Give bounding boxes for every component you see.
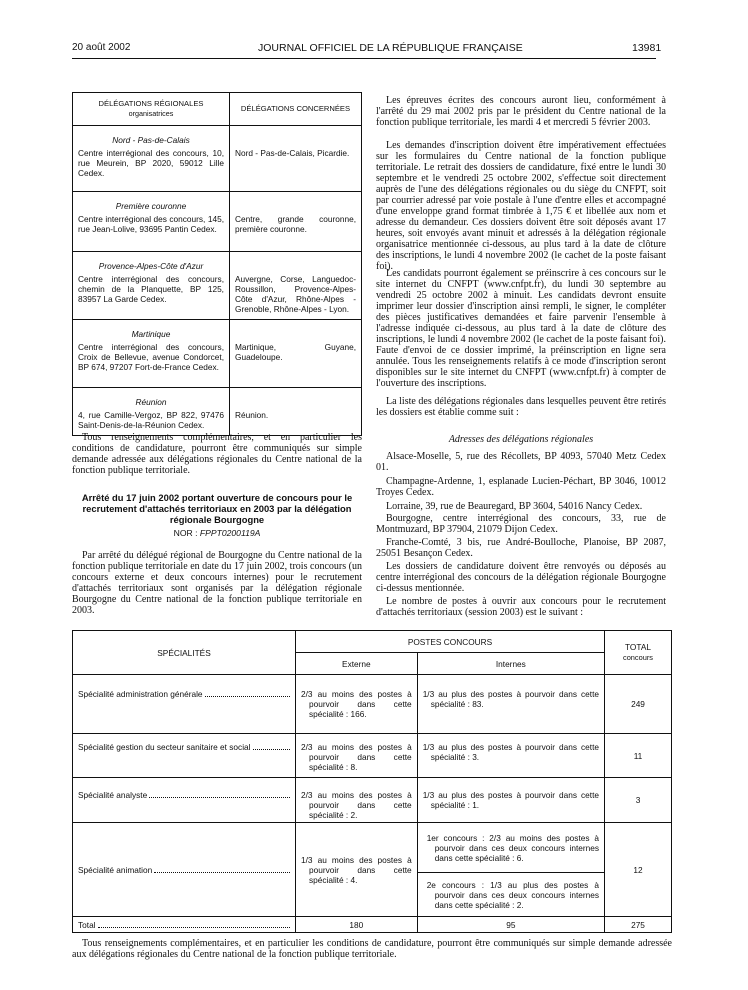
- address-item: Champagne-Ardenne, 1, esplanade Lucien-Péchart, BP 3046, 10012 Troyes Cedex.: [376, 476, 666, 498]
- specialite-label: Spécialité animation: [78, 864, 153, 875]
- col-specialites: SPÉCIALITÉS: [73, 631, 296, 675]
- col-internes: Internes: [417, 653, 604, 675]
- nor-code: FPPT0200119A: [199, 528, 261, 538]
- address-item: Alsace-Moselle, 5, rue des Récollets, BP 4093, 57040 Metz Cedex 01.: [376, 451, 666, 473]
- footer-note: Tous renseignements complémentaires, et en particulier les conditions de candidature, pourront être communiqués sur simple demande adressée aux délégations régionales du Centre national de la fonction publique territoriale.: [72, 938, 672, 960]
- total-cell: 3: [605, 778, 672, 823]
- externe-cell: 2/3 au moins des postes à pourvoir dans cette spécialité : 8.: [301, 742, 412, 772]
- paragraph-preinscription: Les candidats pourront également se préinscrire à ces concours sur le site internet du CNFPT (www.cnfpt.fr), du lundi 30 septembre au vendredi 25 octobre 2002 à minuit. Les candidats devront ensuite imprimer leur dossier d'inscription ainsi rempli, le signer, le compléter des pièces justificatives demandées et faire parvenir l'ensemble à l'adresse indiquée ci-dessous, au plus tard à la date de clôture des inscriptions, le lundi 4 novembre 2002 (le cachet de la poste faisant foi). Faute d'envoi de ce dossier imprimé, la préinscription en ligne sera annulée. Tous les renseignements relatifs à ce mode d'inscription seront disponibles sur le site internet du CNFPT (www.cnfpt.fr) à compter de l'ouverture des inscriptions.: [376, 268, 666, 389]
- region-concerned: Nord - Pas-de-Calais, Picardie.: [230, 126, 362, 192]
- dot-leader: [149, 797, 290, 798]
- addresses-title: Adresses des délégations régionales: [448, 434, 594, 445]
- grand-total: 275: [605, 917, 672, 933]
- total-interne: 95: [417, 917, 604, 933]
- postes-table-header: [73, 631, 672, 653]
- dot-leader: [154, 872, 290, 873]
- col-total-sublabel: concours: [623, 653, 653, 662]
- header-rule: [72, 58, 656, 59]
- paragraph-nombre-postes: Le nombre de postes à ouvrir aux concours pour le recrutement d'attachés territoriaux (session 2003) est le suivant :: [376, 596, 666, 618]
- region-concerned: Auvergne, Corse, Languedoc-Roussillon, Provence-Alpes-Côte d'Azur, Rhône-Alpes - Grenoble, Rhône-Alpes - Lyon.: [230, 252, 362, 320]
- paragraph-epreuves: Les épreuves écrites des concours auront lieu, conformément à l'arrêté du 29 mai 2002 pris par le président du Centre national de la fonction publique territoriale, les mardi 4 et mercredi 5 février 2003.: [376, 95, 666, 128]
- dot-leader: [98, 927, 290, 928]
- externe-cell: 1/3 au moins des postes à pourvoir dans cette spécialité : 4.: [301, 854, 412, 885]
- region-concerned: Centre, grande couronne, première couronne.: [230, 192, 362, 252]
- col-delegations-organisatrices: [73, 93, 230, 126]
- interne-cell-second: 2e concours : 1/3 au plus des postes à pourvoir dans ces deux concours internes dans cette spécialité : 2.: [426, 879, 599, 910]
- region-address: Centre interrégional des concours, 145, rue Jean-Lolive, 93695 Pantin Cedex.: [78, 214, 224, 234]
- externe-cell: 2/3 au moins des postes à pourvoir dans cette spécialité : 166.: [301, 689, 412, 719]
- table-row: [73, 778, 672, 823]
- externe-cell: 2/3 au moins des postes à pourvoir dans cette spécialité : 2.: [301, 790, 412, 820]
- address-item: Franche-Comté, 3 bis, rue André-Boulloche, Planoise, BP 2087, 25051 Besançon Cedex.: [376, 537, 666, 559]
- region-concerned: Réunion.: [230, 388, 362, 436]
- region-name: Nord - Pas-de-Calais: [112, 135, 190, 145]
- total-externe: 180: [296, 917, 418, 933]
- total-row: [73, 917, 672, 933]
- table-row: [73, 192, 362, 252]
- journal-title: JOURNAL OFFICIEL DE LA RÉPUBLIQUE FRANÇAISE: [258, 42, 523, 54]
- col-postes-concours: POSTES CONCOURS: [296, 631, 605, 653]
- table-row: [73, 252, 362, 320]
- interne-cell: 1/3 au plus des postes à pourvoir dans cette spécialité : 83.: [422, 689, 599, 709]
- col1-subheader-text: organisatrices: [128, 109, 174, 118]
- postes-table: [72, 630, 672, 933]
- region-address: 4, rue Camille-Vergoz, BP 822, 97476 Saint-Denis-de-la-Réunion Cedex.: [78, 410, 224, 430]
- region-concerned: Martinique, Guyane, Guadeloupe.: [230, 320, 362, 388]
- dot-leader: [205, 696, 290, 697]
- col-total-label: TOTAL: [625, 642, 651, 652]
- region-address: Centre interrégional des concours, Croix de Bellevue, avenue Condorcet, BP 674, 97207 Fort-de-France Cedex.: [78, 342, 224, 372]
- arrete-body: Par arrêté du délégué régional de Bourgogne du Centre national de la fonction publique territoriale en date du 17 juin 2002, trois concours (un concours externe et deux concours internes) pour le recrutement d'attachés territoriaux sont organisés par la délégation régionale Bourgogne du Centre national de la fonction publique territoriale en 2003.: [72, 550, 362, 616]
- nor-line: [72, 528, 362, 538]
- region-address: Centre interrégional des concours, 10, rue Meurein, BP 2020, 59012 Lille Cedex.: [78, 148, 224, 178]
- col-externe: Externe: [296, 653, 418, 675]
- col1-header-text: DÉLÉGATIONS RÉGIONALES: [98, 99, 204, 108]
- table-row: [73, 675, 672, 734]
- interne-cell: 1/3 au plus des postes à pourvoir dans cette spécialité : 3.: [422, 742, 599, 762]
- region-address: Centre interrégional des concours, chemin de la Planquette, BP 125, 83957 La Garde Cedex.: [78, 274, 224, 304]
- interne-cell: 1/3 au plus des postes à pourvoir dans cette spécialité : 1.: [422, 790, 599, 810]
- renseignements-paragraph: Tous renseignements complémentaires, et en particulier les conditions de candidature, pourront être communiqués sur simple demande adressée aux délégations régionales du Centre national de la fonction publique territoriale.: [72, 432, 362, 476]
- col-delegations-concernees: DÉLÉGATIONS CONCERNÉES: [230, 93, 362, 126]
- total-label: Total: [78, 919, 96, 930]
- page-number: 13981: [632, 42, 662, 54]
- address-item: Bourgogne, centre interrégional des concours, 33, rue de Montmuzard, BP 37904, 21079 Dijon Cedex.: [376, 513, 666, 535]
- arrete-title: Arrêté du 17 juin 2002 portant ouverture de concours pour le recrutement d'attachés territoriaux en 2003 par la délégation régionale Bourgogne: [81, 492, 353, 525]
- col-total: [605, 631, 672, 675]
- specialite-label: Spécialité administration générale: [78, 689, 203, 699]
- nor-label: NOR :: [173, 528, 198, 538]
- specialite-label: Spécialité analyste: [78, 790, 148, 800]
- table-row: [73, 823, 672, 873]
- region-name: Provence-Alpes-Côte d'Azur: [98, 261, 204, 271]
- region-name: Martinique: [131, 329, 171, 339]
- table-row: [73, 126, 362, 192]
- region-name: Réunion: [135, 397, 167, 407]
- total-cell: 11: [605, 734, 672, 778]
- paragraph-inscriptions: Les demandes d'inscription doivent être impérativement effectuées sur les formulaires du Centre national de la fonction publique territoriale. Le retrait des dossiers de candidature, fixé entre le lundi 30 septembre et le vendredi 25 octobre 2002, s'effectue soit directement auprès de l'une des délégations régionales ou du siège du CNFPT, soit par courrier adressé par voie postale à l'une d'entre elles et accompagné d'une enveloppe grand format timbrée à 1,75 € et libellée aux nom et adresse du demandeur. Ces dossiers doivent être soit déposés avant 17 heures, soit envoyés avant minuit et adressés à la délégation régionale organisatrice mentionnée ci-dessous, au plus tard à la date de clôture des inscriptions, le lundi 4 novembre 2002 (le cachet de la poste faisant foi).: [376, 140, 666, 272]
- region-name: Première couronne: [115, 201, 187, 211]
- delegations-table: [72, 92, 362, 436]
- table-row: [73, 320, 362, 388]
- paragraph-liste-delegations: La liste des délégations régionales dans lesquelles peuvent être retirés les dossiers est établie comme suit :: [376, 396, 666, 418]
- interne-cell-first: 1er concours : 2/3 au moins des postes à pourvoir dans ces deux concours internes dans cette spécialité : 6.: [426, 832, 599, 863]
- paragraph-renvoi-dossiers: Les dossiers de candidature doivent être renvoyés ou déposés au centre interrégional des concours de la délégation régionale Bourgogne ci-dessus mentionnée.: [376, 561, 666, 594]
- address-item: Lorraine, 39, rue de Beauregard, BP 3604, 54016 Nancy Cedex.: [386, 501, 643, 512]
- total-cell: 249: [605, 675, 672, 734]
- total-cell: 12: [605, 823, 672, 917]
- header-date: 20 août 2002: [72, 42, 131, 53]
- delegations-table-header: [73, 93, 362, 126]
- table-row: [73, 388, 362, 436]
- specialite-label: Spécialité gestion du secteur sanitaire et social: [78, 742, 251, 752]
- table-row: [73, 734, 672, 778]
- dot-leader: [253, 749, 291, 750]
